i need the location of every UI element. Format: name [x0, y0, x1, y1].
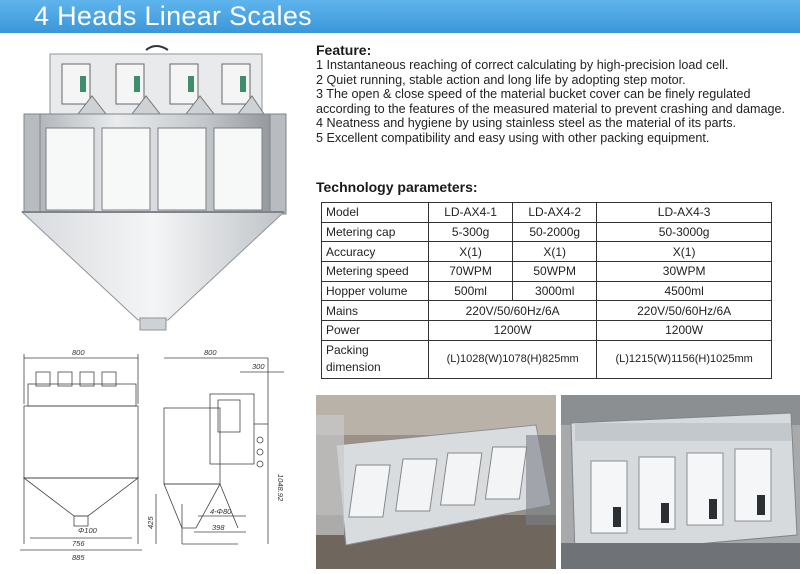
- row-label: Metering speed: [322, 262, 429, 282]
- feature-item: 3 The open & close speed of the material bucket cover can be finely regulated according to the features of the measured material to prevent crashing and damage.: [316, 87, 786, 116]
- dim-398: 398: [212, 523, 225, 532]
- dim-425: 425: [146, 516, 155, 529]
- spec-table: [321, 202, 772, 379]
- table-cell: 220V/50/60Hz/6A: [429, 301, 597, 321]
- title-bar: [0, 0, 800, 33]
- table-row: [322, 262, 772, 282]
- table-row: [322, 340, 772, 378]
- table-cell: 1200W: [597, 321, 772, 341]
- table-cell: 70WPM: [429, 262, 513, 282]
- installation-photo-right: [561, 395, 800, 569]
- dim-800-front: 800: [72, 348, 85, 357]
- feature-item: 5 Excellent compatibility and easy using with other packing equipment.: [316, 130, 710, 145]
- tech-heading: Technology parameters:: [316, 179, 478, 195]
- table-cell: LD-AX4-1: [429, 203, 513, 223]
- packing-label-line1: Packing: [326, 343, 369, 358]
- table-row: [322, 242, 772, 262]
- table-cell: 50WPM: [513, 262, 597, 282]
- table-cell: 5-300g: [429, 222, 513, 242]
- table-cell: 50-2000g: [513, 222, 597, 242]
- table-row: [322, 301, 772, 321]
- technical-drawing: [6, 344, 311, 570]
- table-cell: 1200W: [429, 321, 597, 341]
- dim-800-side: 800: [204, 348, 217, 357]
- dim-phi80: 4-Φ80: [210, 507, 232, 516]
- table-cell: X(1): [513, 242, 597, 262]
- table-cell: X(1): [429, 242, 513, 262]
- table-cell: LD-AX4-3: [597, 203, 772, 223]
- dim-phi100: Φ100: [78, 526, 97, 535]
- machine-photo: [18, 40, 288, 336]
- table-row: [322, 203, 772, 223]
- feature-heading: Feature:: [316, 42, 372, 58]
- dim-756: 756: [72, 539, 85, 548]
- table-cell: 3000ml: [513, 281, 597, 301]
- table-row: [322, 321, 772, 341]
- row-label: [322, 340, 429, 378]
- row-label: Metering cap: [322, 222, 429, 242]
- table-cell: LD-AX4-2: [513, 203, 597, 223]
- row-label: Accuracy: [322, 242, 429, 262]
- table-cell: 220V/50/60Hz/6A: [597, 301, 772, 321]
- row-label: Hopper volume: [322, 281, 429, 301]
- row-label: Mains: [322, 301, 429, 321]
- feature-item: 2 Quiet running, stable action and long life by adopting step motor.: [316, 72, 686, 87]
- dim-height: 1048.92: [276, 474, 285, 502]
- row-label: Power: [322, 321, 429, 341]
- table-cell: X(1): [597, 242, 772, 262]
- dim-885: 885: [72, 553, 85, 562]
- table-cell: 30WPM: [597, 262, 772, 282]
- table-row: [322, 281, 772, 301]
- table-cell: (L)1215(W)1156(H)1025mm: [597, 340, 772, 378]
- table-cell: 500ml: [429, 281, 513, 301]
- feature-item: 1 Instantaneous reaching of correct calculating by high-precision load cell.: [316, 58, 729, 72]
- table-row: [322, 222, 772, 242]
- packing-label-line2: dimension: [326, 360, 381, 375]
- table-cell: 50-3000g: [597, 222, 772, 242]
- table-cell: 4500ml: [597, 281, 772, 301]
- page-title: 4 Heads Linear Scales: [34, 1, 312, 31]
- row-label: Model: [322, 203, 429, 223]
- feature-item: 4 Neatness and hygiene by using stainless steel as the material of its parts.: [316, 116, 737, 131]
- dim-300: 300: [252, 362, 265, 371]
- table-cell: (L)1028(W)1078(H)825mm: [429, 340, 597, 378]
- installation-photo-left: [316, 395, 556, 569]
- feature-section: [316, 42, 796, 146]
